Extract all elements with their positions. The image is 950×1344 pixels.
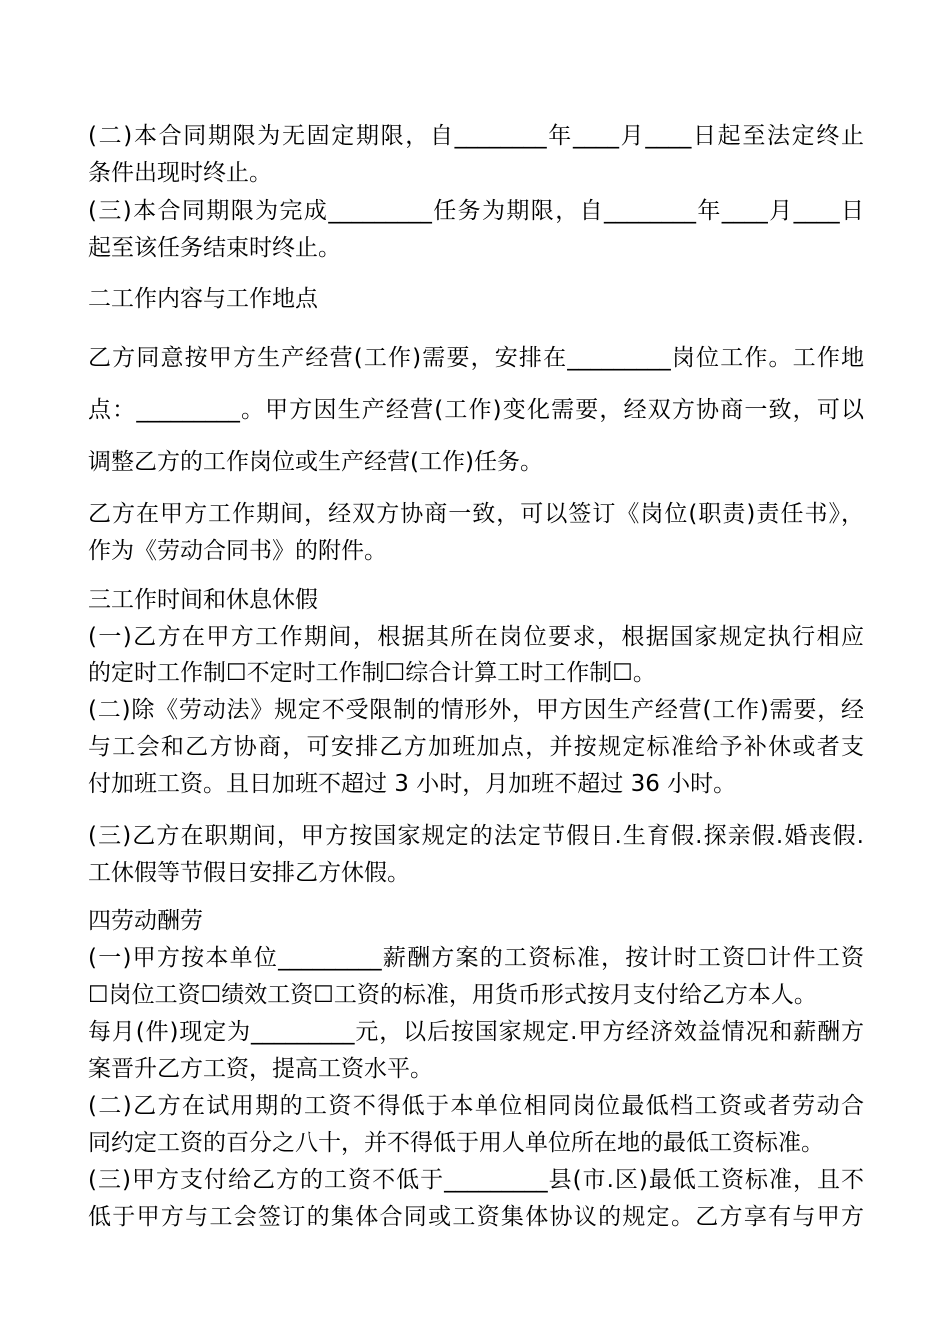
paragraph-line: (三)甲方支付给乙方的工资不低于_________县(市.区)最低工资标准，且不 xyxy=(88,1167,864,1193)
paragraph-line: 每月(件)现定为_________元，以后按国家规定.甲方经济效益情况和薪酬方 xyxy=(88,1019,864,1045)
paragraph-line: 点：_________。甲方因生产经营(工作)变化需要，经双方协商一致，可以 xyxy=(88,397,864,423)
paragraph-line: (二)乙方在试用期的工资不得低于本单位相同岗位最低档工资或者劳动合 xyxy=(88,1093,864,1119)
paragraph-line: 起至该任务结束时终止。 xyxy=(88,235,341,261)
section-heading: 二工作内容与工作地点 xyxy=(88,286,318,312)
paragraph-line: 调整乙方的工作岗位或生产经营(工作)任务。 xyxy=(88,449,543,475)
paragraph-line: (二)本合同期限为无固定期限，自________年____月____日起至法定终止 xyxy=(88,123,864,149)
paragraph-line: 低于甲方与工会签订的集体合同或工资集体协议的规定。乙方享有与甲方 xyxy=(88,1204,864,1230)
paragraph-line: 工休假等节假日安排乙方休假。 xyxy=(88,860,410,886)
paragraph-line: 付加班工资。且日加班不超过 3 小时，月加班不超过 36 小时。 xyxy=(88,771,737,797)
paragraph-line: ☐岗位工资☐绩效工资☐工资的标准，用货币形式按月支付给乙方本人。 xyxy=(88,982,817,1008)
paragraph-line: 条件出现时终止。 xyxy=(88,160,272,186)
paragraph-line: (三)本合同期限为完成_________任务为期限，自________年____月____日 xyxy=(88,198,864,224)
paragraph-line: 乙方同意按甲方生产经营(工作)需要，安排在_________岗位工作。工作地 xyxy=(88,345,864,371)
paragraph-line: 的定时工作制☐不定时工作制☐综合计算工时工作制☐。 xyxy=(88,660,656,686)
paragraph-line: (一)甲方按本单位_________薪酬方案的工资标准，按计时工资☐计件工资 xyxy=(88,945,864,971)
section-heading: 三工作时间和休息休假 xyxy=(88,587,318,613)
section-heading: 四劳动酬劳 xyxy=(88,908,203,934)
paragraph-line: 乙方在甲方工作期间，经双方协商一致，可以签订《岗位(职责)责任书》， xyxy=(88,501,864,527)
paragraph-line: 作为《劳动合同书》的附件。 xyxy=(88,538,387,564)
paragraph-line: (三)乙方在职期间，甲方按国家规定的法定节假日.生育假.探亲假.婚丧假. xyxy=(88,823,864,849)
paragraph-line: (一)乙方在甲方工作期间，根据其所在岗位要求，根据国家规定执行相应 xyxy=(88,624,864,650)
paragraph-line: 案晋升乙方工资，提高工资水平。 xyxy=(88,1056,433,1082)
paragraph-line: (二)除《劳动法》规定不受限制的情形外，甲方因生产经营(工作)需要，经 xyxy=(88,697,864,723)
paragraph-line: 同约定工资的百分之八十，并不得低于用人单位所在地的最低工资标准。 xyxy=(88,1130,824,1156)
paragraph-line: 与工会和乙方协商，可安排乙方加班加点，并按规定标准给予补休或者支 xyxy=(88,734,864,760)
